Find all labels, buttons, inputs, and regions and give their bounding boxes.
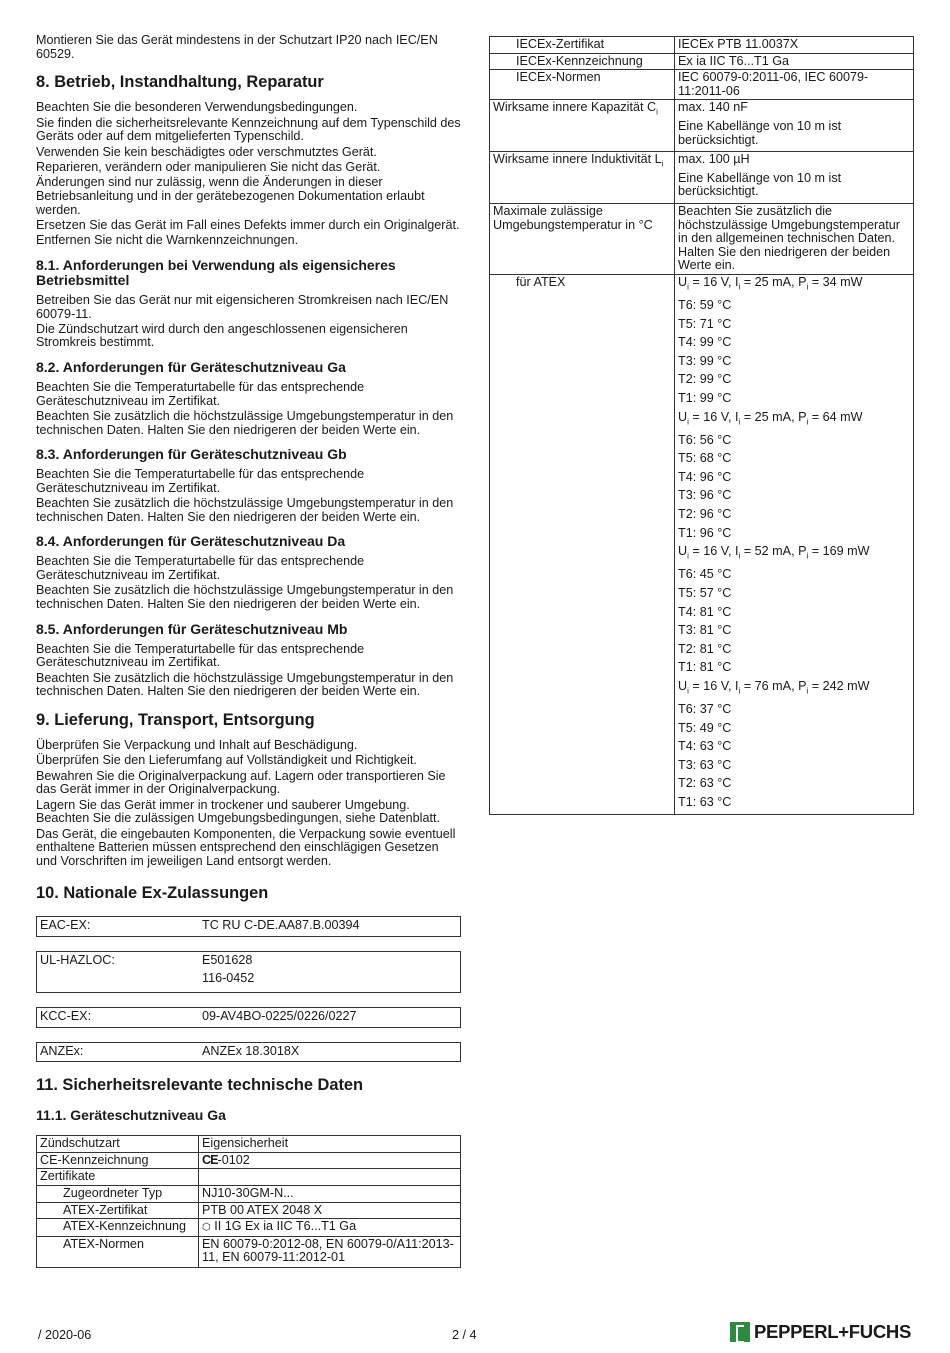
footer-date: / 2020-06 <box>38 1328 92 1342</box>
atex-temperature-class: T5: 49 °C <box>678 720 732 735</box>
section-8-3-title: 8.3. Anforderungen für Geräteschutzniveau Gb <box>36 446 347 463</box>
iecex-norms-key: IECEx-Normen <box>490 70 675 100</box>
paragraph: Verwenden Sie kein beschädigtes oder verschmutztes Gerät. <box>36 144 377 159</box>
tech-key: ATEX-Zertifikat <box>37 1202 199 1219</box>
ul-value-2: 116-0452 <box>202 971 255 986</box>
max-temp-key: Maximale zulässige Umgebungstemperatur in °C <box>490 203 675 274</box>
tech-key: ATEX-Kennzeichnung <box>37 1219 199 1237</box>
atex-temperature-class: T3: 81 °C <box>678 623 732 638</box>
atex-electrical-values: $U_i = 16$ V, $I_i = 52$ mA, $P_i = 169$ mW <box>678 544 870 561</box>
section-10-title: 10. Nationale Ex-Zulassungen <box>36 884 269 903</box>
atex-temperature-class: T4: 99 °C <box>678 335 732 350</box>
atex-temperature-class: T5: 68 °C <box>678 451 732 466</box>
req-para-1: Beachten Sie die Temperaturtabelle für das entsprechende Geräteschutzniveau im Zertifikat. <box>36 380 365 408</box>
iecex-norms-value: IEC 60079-0:2011-06, IEC 60079-11:2011-06 <box>675 70 914 100</box>
paragraph: Beachten Sie die besonderen Verwendungsbedingungen. <box>36 100 358 115</box>
tech-value: Eigensicherheit <box>199 1136 461 1153</box>
tech-data-table <box>36 1135 461 1268</box>
section-8-2-title: 8.2. Anforderungen für Geräteschutzniveau Ga <box>36 359 346 376</box>
req-para-1: Beachten Sie die Temperaturtabelle für das entsprechende Geräteschutzniveau im Zertifikat. <box>36 467 365 495</box>
atex-electrical-values: $U_i = 16$ V, $I_i = 76$ mA, $P_i = 242$ mW <box>678 678 870 696</box>
iecex-cert-key: IECEx-Zertifikat <box>490 37 675 54</box>
capacitance-sub: i <box>656 107 658 117</box>
atex-temperature-class: T3: 63 °C <box>678 757 732 772</box>
atex-temperature-class: T6: 56 °C <box>678 432 732 447</box>
section-8-1-title: 8.1. Anforderungen bei Verwendung als eigensicheres Betriebsmittel <box>36 256 396 288</box>
paragraph: Reparieren, verändern oder manipulieren Sie nicht das Gerät. <box>36 159 381 174</box>
atex-ii: 76 mA <box>754 678 792 693</box>
capacitance-note: Eine Kabellänge von 10 m ist berücksichtigt. <box>678 118 842 147</box>
atex-key: für ATEX <box>490 274 675 814</box>
kcc-value: 09-AV4BO-0225/0226/0227 <box>202 1009 357 1024</box>
iecex-table <box>489 36 914 815</box>
eac-table <box>36 916 461 937</box>
section-9-body <box>36 739 461 869</box>
kcc-key: KCC-EX: <box>40 1009 92 1024</box>
paragraph: Überprüfen Sie den Lieferumfang auf Vollständigkeit und Richtigkeit. <box>36 753 417 768</box>
eac-value: TC RU C-DE.AA87.B.00394 <box>202 918 360 933</box>
inductance-max: max. 100 µH <box>678 152 750 167</box>
tech-value: EN 60079-0:2012-08, EN 60079-0/A11:2013-11, EN 60079-11:2012-01 <box>199 1236 461 1267</box>
paragraph: Entfernen Sie nicht die Warnkennzeichnungen. <box>36 233 299 248</box>
inductance-note: Eine Kabellänge von 10 m ist berücksichtigt. <box>678 170 842 199</box>
anzex-key: ANZEx: <box>40 1043 84 1058</box>
atex-marking: II 1G Ex ia IIC T6...T1 Ga <box>214 1219 357 1234</box>
atex-temperature-class: T1: 63 °C <box>678 795 732 809</box>
tech-key: Zertifikate <box>37 1169 199 1186</box>
intro-text: Montieren Sie das Gerät mindestens in der Schutzart IP20 nach IEC/EN 60529. <box>36 33 438 61</box>
section-11-title: 11. Sicherheitsrelevante technische Daten <box>36 1076 364 1095</box>
atex-temperature-class: T5: 71 °C <box>678 316 732 331</box>
eac-key: EAC-EX: <box>40 918 91 933</box>
capacitance-label: Wirksame innere Kapazität C <box>493 100 657 115</box>
atex-temperature-class: T1: 99 °C <box>678 390 732 405</box>
kcc-table <box>36 1007 461 1028</box>
tech-value <box>199 1219 461 1237</box>
page-number: 2 / 4 <box>452 1328 477 1342</box>
atex-temperature-class: T5: 57 °C <box>678 585 732 600</box>
paragraph: Bewahren Sie die Originalverpackung auf. Lagern oder transportieren Sie das Gerät immer in der Originalverpackung. <box>36 768 446 797</box>
paragraph: Betreiben Sie das Gerät nur mit eigensicheren Stromkreisen nach IEC/EN 60079-11. <box>36 292 449 321</box>
atex-ii: 25 mA <box>754 274 792 289</box>
atex-ui: 16 V <box>703 678 729 693</box>
atex-ii: 52 mA <box>754 544 792 559</box>
inductance-key <box>490 152 675 204</box>
inductance-value <box>675 152 914 204</box>
section-8-title: 8. Betrieb, Instandhaltung, Reparatur <box>36 73 324 92</box>
anzex-table <box>36 1042 461 1063</box>
anzex-value: ANZEx 18.3018X <box>202 1043 300 1058</box>
atex-temperature-class: T1: 81 °C <box>678 660 732 675</box>
atex-electrical-values: $U_i = 16$ V, $I_i = 25$ mA, $P_i = 34$ mW <box>678 274 863 292</box>
ce-number: -0102 <box>217 1152 250 1167</box>
tech-value <box>199 1169 461 1186</box>
ul-key: UL-HAZLOC: <box>40 952 115 967</box>
brand-name: PEPPERL+FUCHS <box>754 1321 911 1342</box>
atex-temperature-class: T6: 45 °C <box>678 567 732 582</box>
tech-key: Zugeordneter Typ <box>37 1186 199 1203</box>
capacitance-max: max. 140 nF <box>678 100 748 115</box>
paragraph: Ersetzen Sie das Gerät im Fall eines Defekts immer durch ein Originalgerät. <box>36 217 460 232</box>
paragraph: Die Zündschutzart wird durch den angeschlossenen eigensicheren Stromkreis bestimmt. <box>36 321 408 350</box>
section-8-body <box>36 101 461 248</box>
atex-temperature-list <box>675 274 914 814</box>
atex-temperature-class: T3: 99 °C <box>678 353 732 368</box>
atex-electrical-values: $U_i = 16$ V, $I_i = 25$ mA, $P_i = 64$ mW <box>678 409 863 427</box>
iecex-cert-value: IECEx PTB 11.0037X <box>675 37 914 54</box>
req-para-2: Beachten Sie zusätzlich die höchstzulässige Umgebungstemperatur in den technischen Daten. Halten Sie den niedrigeren der beiden Werte ein. <box>36 409 454 437</box>
paragraph: Sie finden die sicherheitsrelevante Kennzeichnung auf dem Typenschild des Geräts oder auf dem mitgelieferten Typenschild. <box>36 115 461 144</box>
inductance-label: Wirksame innere Induktivität L <box>493 152 662 167</box>
req-para-1: Beachten Sie die Temperaturtabelle für das entsprechende Geräteschutzniveau im Zertifikat. <box>36 641 365 670</box>
atex-pi: 169 mW <box>822 544 870 559</box>
atex-pi: 64 mW <box>822 409 863 424</box>
max-temp-value: Beachten Sie zusätzlich die höchstzulässige Umgebungstemperatur in den allgemeinen technischen Daten. Halten Sie den niedrigeren der beiden Werte ein. <box>675 203 914 274</box>
atex-ui: 16 V <box>703 274 729 289</box>
brand-logo <box>730 1321 911 1343</box>
paragraph: Überprüfen Sie Verpackung und Inhalt auf Beschädigung. <box>36 737 358 752</box>
atex-temperature-class: T6: 37 °C <box>678 702 732 717</box>
atex-pi: 34 mW <box>822 274 863 289</box>
paragraph: Lagern Sie das Gerät immer in trockener und sauberer Umgebung. Beachten Sie die zulässigen Umgebungsbedingungen, siehe Datenblatt. <box>36 797 440 826</box>
ce-mark-icon: CE <box>202 1152 218 1167</box>
tech-key: Zündschutzart <box>37 1136 199 1153</box>
atex-temperature-class: T4: 81 °C <box>678 604 732 619</box>
paragraph: Änderungen sind nur zulässig, wenn die Änderungen in dieser Betriebsanleitung und in der gerätebezogenen Dokumentation erlaubt werden. <box>36 175 425 217</box>
tech-value <box>199 1152 461 1169</box>
ul-table <box>36 951 461 993</box>
tech-value: PTB 00 ATEX 2048 X <box>199 1202 461 1219</box>
inductance-sub: i <box>661 159 664 169</box>
atex-temperature-class: T6: 59 °C <box>678 298 732 313</box>
ul-value-1: E501628 <box>202 952 253 967</box>
tech-key: ATEX-Normen <box>37 1236 199 1267</box>
paragraph: Das Gerät, die eingebauten Komponenten, die Verpackung sowie eventuell enthaltene Batterien müssen entsprechend den einschlägigen Gesetzen und Vorschriften im jeweiligen Land entsorgt werden. <box>36 826 456 868</box>
atex-temperature-class: T2: 99 °C <box>678 372 732 387</box>
atex-ui: 16 V <box>703 544 729 559</box>
atex-temperature-class: T2: 96 °C <box>678 507 732 522</box>
req-para-1: Beachten Sie die Temperaturtabelle für das entsprechende Geräteschutzniveau im Zertifikat. <box>36 554 365 583</box>
tech-value: NJ10-30GM-N... <box>199 1186 461 1203</box>
req-para-2: Beachten Sie zusätzlich die höchstzulässige Umgebungstemperatur in den technischen Daten. Halten Sie den niedrigeren der beiden Werte ein. <box>36 583 454 611</box>
capacitance-value <box>675 100 914 152</box>
atex-ui: 16 V <box>703 409 729 424</box>
section-8-4-title: 8.4. Anforderungen für Geräteschutzniveau Da <box>36 533 346 550</box>
iecex-marking-key: IECEx-Kennzeichnung <box>490 53 675 70</box>
section-8-5-title: 8.5. Anforderungen für Geräteschutzniveau Mb <box>36 620 348 637</box>
atex-pi: 242 mW <box>822 678 870 693</box>
section-9-title: 9. Lieferung, Transport, Entsorgung <box>36 710 315 729</box>
ex-hexagon-icon: ⬡ <box>202 1222 211 1234</box>
atex-temperature-class: T2: 63 °C <box>678 776 732 791</box>
capacitance-key <box>490 100 675 152</box>
atex-ii: 25 mA <box>754 409 792 424</box>
atex-temperature-class: T2: 81 °C <box>678 641 732 656</box>
req-para-2: Beachten Sie zusätzlich die höchstzulässige Umgebungstemperatur in den technischen Daten. Halten Sie den niedrigeren der beiden Werte ein. <box>36 670 454 699</box>
section-11-1-title: 11.1. Geräteschutzniveau Ga <box>36 1107 226 1124</box>
atex-temperature-class: T1: 96 °C <box>678 525 732 540</box>
tech-key: CE-Kennzeichnung <box>37 1152 199 1169</box>
atex-temperature-class: T4: 96 °C <box>678 469 732 484</box>
atex-temperature-class: T3: 96 °C <box>678 488 732 503</box>
section-8-1-body <box>36 294 461 350</box>
left-column <box>36 34 461 1268</box>
req-para-2: Beachten Sie zusätzlich die höchstzulässige Umgebungstemperatur in den technischen Daten. Halten Sie den niedrigeren der beiden Werte ein. <box>36 496 454 524</box>
atex-temperature-class: T4: 63 °C <box>678 739 732 754</box>
right-column <box>489 36 914 815</box>
brand-logo-icon <box>730 1322 750 1342</box>
iecex-marking-value: Ex ia IIC T6...T1 Ga <box>675 53 914 70</box>
